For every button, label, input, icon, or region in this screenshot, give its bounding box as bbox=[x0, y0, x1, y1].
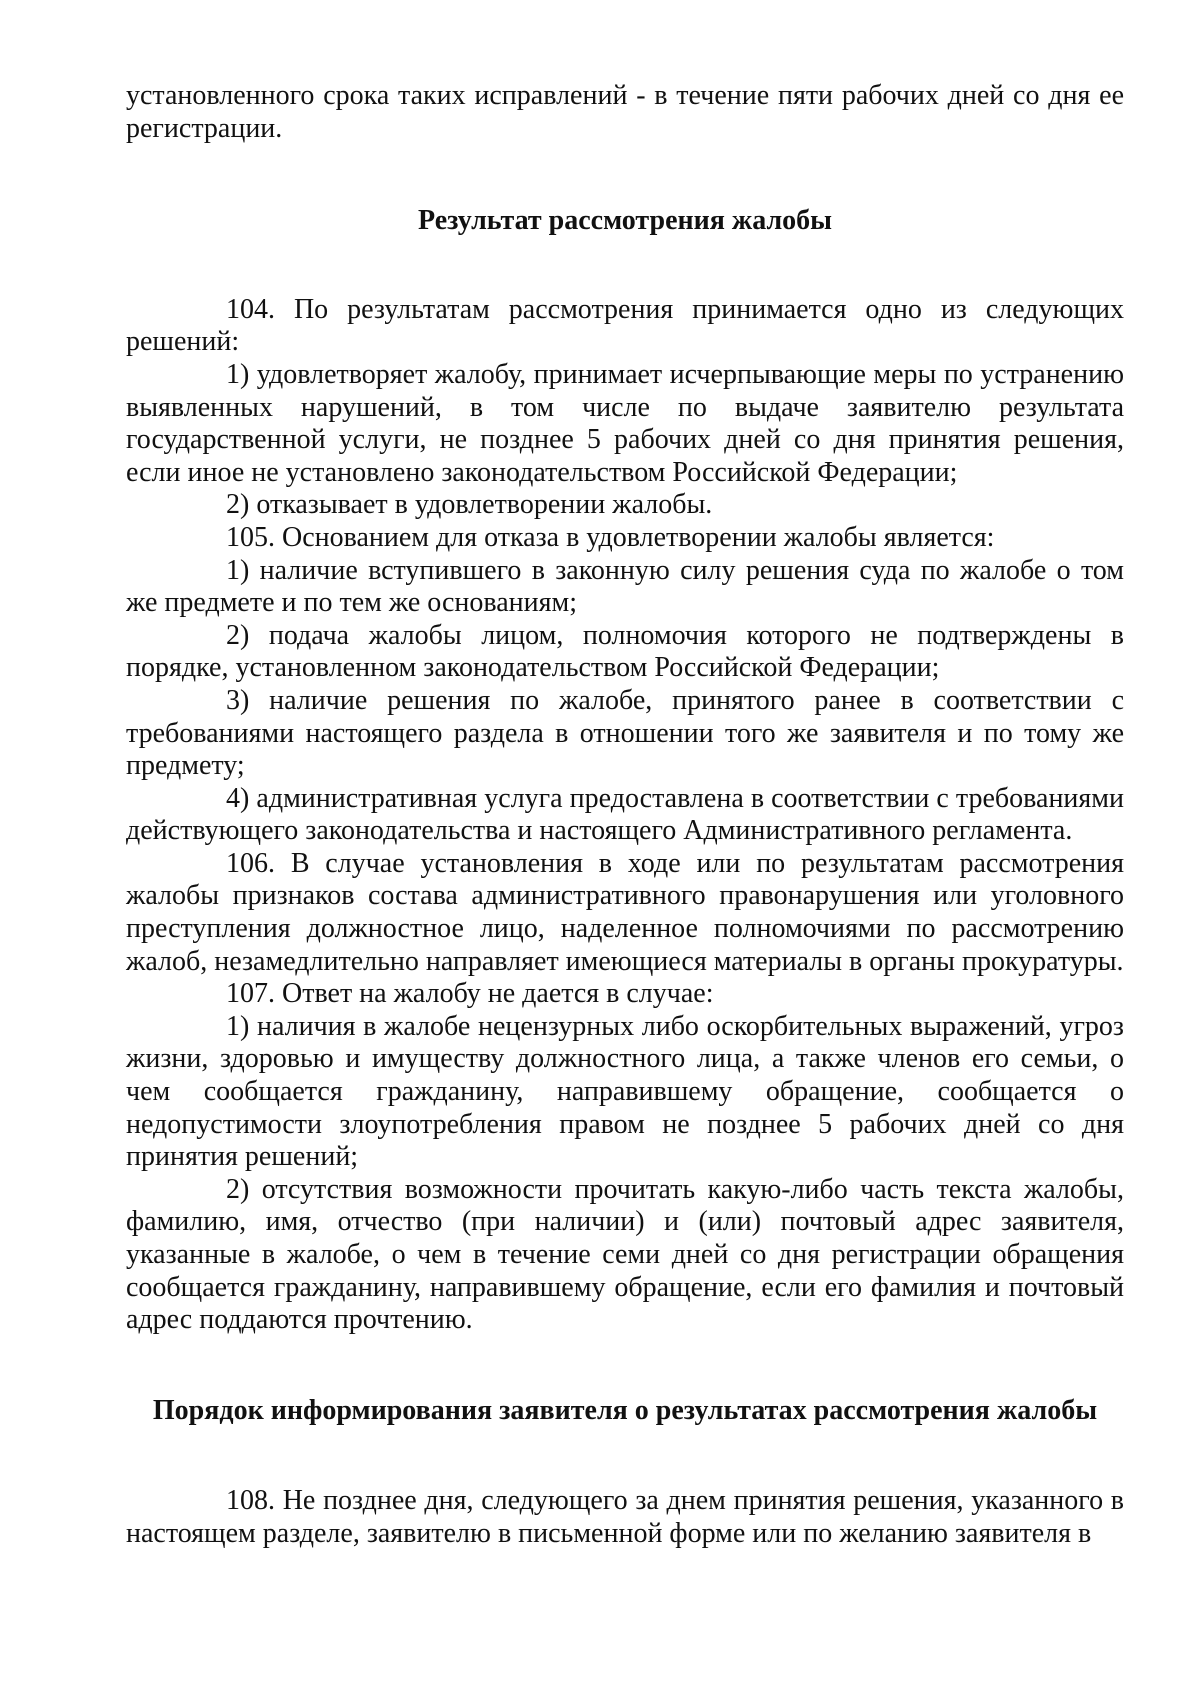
document-body bbox=[126, 80, 1124, 1551]
paragraph-105-item-1: 1) наличие вступившего в законную силу решения суда по жалобе о том же предмете и по тем же основаниям; bbox=[126, 554, 1124, 619]
section-heading-informing-applicant: Порядок информирования заявителя о результатах рассмотрения жалобы bbox=[152, 1394, 1098, 1426]
paragraph-105-item-3: 3) наличие решения по жалобе, принятого ранее в соответствии с требованиями настоящего раздела в отношении того же заявителя и по тому же предмету; bbox=[126, 684, 1124, 782]
paragraph-105-item-4: 4) административная услуга предоставлена в соответствии с требованиями действующего законодательства и настоящего Административного регламента. bbox=[126, 782, 1124, 847]
spacer bbox=[126, 1337, 1124, 1395]
paragraph-104-item-2: 2) отказывает в удовлетворении жалобы. bbox=[226, 489, 713, 521]
continuation-paragraph: установленного срока таких исправлений - в течение пяти рабочих дней со дня ее регистрации. bbox=[126, 80, 1124, 144]
paragraph-107: 107. Ответ на жалобу не дается в случае: bbox=[226, 978, 714, 1010]
paragraph-107-item-2: 2) отсутствия возможности прочитать какую-либо часть текста жалобы, фамилию, имя, отчество (при наличии) и (или) почтовый адрес заявителя, указанные в жалобе, о чем в течение семи дней со дня регистрации обращения сообщается гражданину, направившему обращение, если его фамилия и почтовый адрес поддаются прочтению. bbox=[126, 1173, 1124, 1336]
spacer bbox=[126, 1427, 1124, 1485]
paragraph-107-item-1: 1) наличия в жалобе нецензурных либо оскорбительных выражений, угроз жизни, здоровью и имуществу должностного лица, а также членов его семьи, о чем сообщается гражданину, направившему обращение, сообщается о недопустимости злоупотребления правом не позднее 5 рабочих дней со дня принятия решений; bbox=[126, 1010, 1124, 1173]
paragraph-106: 106. В случае установления в ходе или по результатам рассмотрения жалобы признаков состава административного правонарушения или уголовного преступления должностное лицо, наделенное полномочиями по рассмотрению жалоб, незамедлительно направляет имеющиеся материалы в органы прокуратуры. bbox=[126, 847, 1124, 977]
paragraph-104: 104. По результатам рассмотрения принимается одно из следующих решений: bbox=[126, 293, 1124, 358]
spacer bbox=[126, 238, 1124, 294]
paragraph-105-item-2: 2) подача жалобы лицом, полномочия которого не подтверждены в порядке, установленном законодательством Российской Федерации; bbox=[126, 619, 1124, 684]
paragraph-105: 105. Основанием для отказа в удовлетворении жалобы является: bbox=[226, 521, 995, 553]
spacer bbox=[126, 145, 1124, 205]
paragraph-104-item-1: 1) удовлетворяет жалобу, принимает исчерпывающие меры по устранению выявленных нарушений, в том числе по выдаче заявителю результата государственной услуги, не позднее 5 рабочих дней со дня принятия решения, если иное не установлено законодательством Российской Федерации; bbox=[126, 358, 1124, 488]
section-heading-complaint-result: Результат рассмотрения жалобы bbox=[417, 205, 833, 237]
paragraph-108: 108. Не позднее дня, следующего за днем принятия решения, указанного в настоящем разделе, заявителю в письменной форме или по желанию заявителя в bbox=[126, 1485, 1124, 1549]
